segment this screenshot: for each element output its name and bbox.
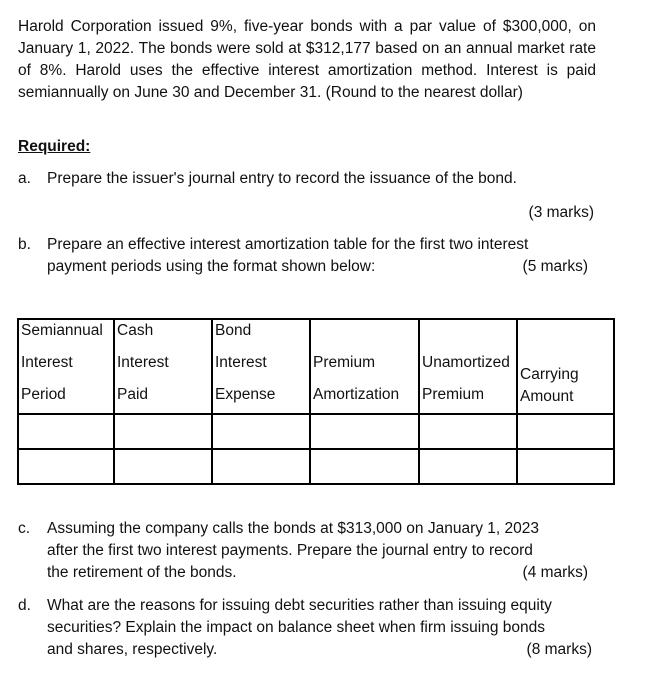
question-b-marks: (5 marks) [522, 258, 588, 275]
problem-intro: Harold Corporation issued 9%, five-year bonds with a par value of $300,000, on January 1, 2022. The bonds were sold at $312,177 based on an annual market rate of 8%. Harold uses the effective interest amortization method. Interest is paid semiannually on June 30 and December 31. (Round to the nearest dollar) [18, 18, 596, 101]
question-b-letter: b. [18, 236, 31, 253]
question-a [18, 168, 598, 228]
question-c-line3: the retirement of the bonds. [47, 564, 237, 581]
question-d-line1: What are the reasons for issuing debt securities rather than issuing equity [47, 597, 552, 614]
table-row [18, 414, 614, 449]
question-c-line1: Assuming the company calls the bonds at $313,000 on January 1, 2023 [47, 520, 540, 537]
question-b [18, 234, 598, 280]
table-cell[interactable] [310, 449, 419, 484]
question-b-line2: payment periods using the format shown below: [47, 258, 376, 275]
table-cell[interactable] [517, 449, 614, 484]
table-header-row [18, 319, 614, 414]
question-a-letter: a. [18, 170, 31, 187]
question-d [18, 595, 598, 663]
question-d-line3: and shares, respectively. [47, 641, 218, 658]
question-c-letter: c. [18, 520, 31, 537]
question-c [18, 518, 598, 586]
amortization-table [17, 318, 615, 485]
question-c-line2: after the first two interest payments. Prepare the journal entry to record [47, 542, 533, 559]
question-b-line1: Prepare an effective interest amortization table for the first two interest [47, 236, 529, 253]
table-cell[interactable] [114, 449, 212, 484]
header-unamortized-premium: Unamortized Premium [419, 319, 517, 414]
table-cell[interactable] [310, 414, 419, 449]
header-premium-amortization: Premium Amortization [310, 319, 419, 414]
table-cell[interactable] [18, 414, 114, 449]
table-cell[interactable] [419, 449, 517, 484]
question-c-marks: (4 marks) [522, 564, 588, 581]
question-d-line2: securities? Explain the impact on balance sheet when firm issuing bonds [47, 619, 545, 636]
table-cell[interactable] [517, 414, 614, 449]
required-heading: Required: [18, 138, 91, 155]
table-cell[interactable] [212, 414, 310, 449]
header-carrying-amount: Carrying Amount [517, 319, 614, 414]
header-cash-interest-paid: Cash Interest Paid [114, 319, 212, 414]
question-a-marks: (3 marks) [528, 204, 594, 221]
header-semiannual-period: Semiannual Interest Period [18, 319, 114, 414]
table-cell[interactable] [18, 449, 114, 484]
question-a-text: Prepare the issuer's journal entry to record the issuance of the bond. [47, 170, 517, 187]
question-d-letter: d. [18, 597, 31, 614]
table-cell[interactable] [419, 414, 517, 449]
header-bond-interest-expense: Bond Interest Expense [212, 319, 310, 414]
question-d-marks: (8 marks) [526, 641, 592, 658]
table-cell[interactable] [212, 449, 310, 484]
table-row [18, 449, 614, 484]
table-cell[interactable] [114, 414, 212, 449]
